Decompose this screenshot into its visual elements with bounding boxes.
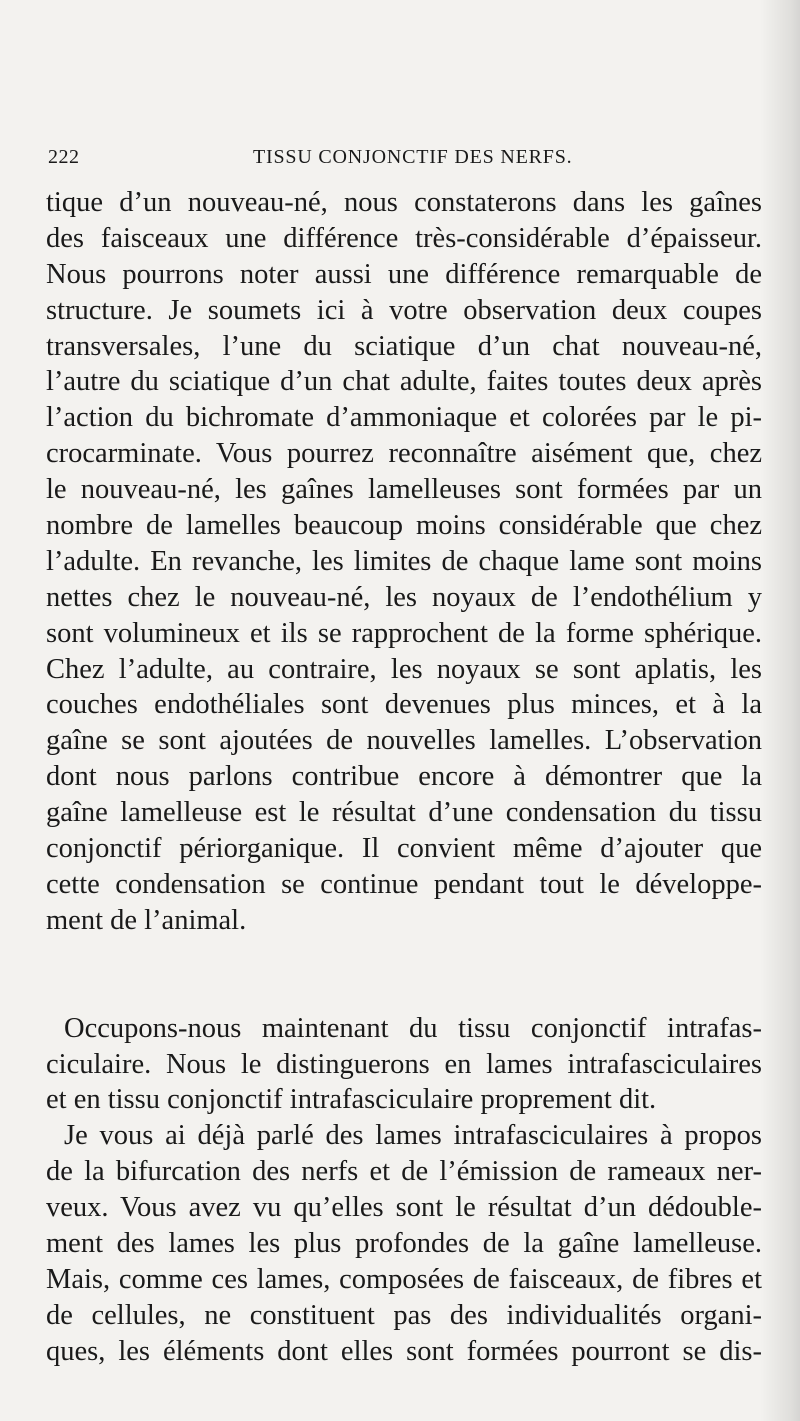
- text-line: l’adulte. En revanche, les limites de chaque lame sont moins: [46, 545, 762, 577]
- running-title: TISSU CONJONCTIF DES NERFS.: [253, 146, 573, 168]
- text-line: l’action du bichromate d’ammoniaque et colorées par le pi-: [46, 402, 762, 434]
- paragraph-1: [46, 185, 762, 939]
- text-line: structure. Je soumets ici à votre observation deux coupes: [46, 294, 762, 326]
- text-line: ciculaire. Nous le distinguerons en lames intrafasciculaires: [46, 1048, 762, 1080]
- text-line: sont volumineux et ils se rapprochent de la forme sphérique.: [46, 617, 762, 649]
- text-line: nombre de lamelles beaucoup moins considérable que chez: [46, 510, 762, 542]
- text-line: de cellules, ne constituent pas des individualités organi-: [46, 1299, 762, 1331]
- paragraph-spacer: [46, 939, 762, 1011]
- text-line: des faisceaux une différence très-considérable d’épaisseur.: [46, 222, 762, 254]
- text-line: ment des lames les plus profondes de la gaîne lamelleuse.: [46, 1228, 762, 1260]
- text-line: de la bifurcation des nerfs et de l’émission de rameaux ner-: [46, 1156, 762, 1188]
- text-line: nettes chez le nouveau-né, les noyaux de l’endothélium y: [46, 581, 762, 613]
- text-line: Nous pourrons noter aussi une différence remarquable de: [46, 258, 762, 290]
- text-line: conjonctif périorganique. Il convient même d’ajouter que: [46, 833, 762, 865]
- text-line: gaîne se sont ajoutées de nouvelles lamelles. L’observation: [46, 725, 762, 757]
- running-head: [48, 146, 762, 174]
- body-text: [46, 185, 762, 1370]
- text-line: cette condensation se continue pendant tout le développe-: [46, 868, 762, 900]
- text-line: dont nous parlons contribue encore à démontrer que la: [46, 761, 762, 793]
- text-line: gaîne lamelleuse est le résultat d’une condensation du tissu: [46, 797, 762, 829]
- paragraph-3: [46, 1118, 762, 1369]
- text-line: Je vous ai déjà parlé des lames intrafasciculaires à propos: [64, 1120, 762, 1152]
- text-line: crocarminate. Vous pourrez reconnaître aisément que, chez: [46, 438, 762, 470]
- text-line: Chez l’adulte, au contraire, les noyaux se sont aplatis, les: [46, 653, 762, 685]
- paragraph-2: [46, 1011, 762, 1119]
- text-line: transversales, l’une du sciatique d’un chat nouveau-né,: [46, 330, 762, 362]
- page-number: 222: [48, 146, 80, 168]
- text-line: Mais, comme ces lames, composées de faisceaux, de fibres et: [46, 1263, 762, 1295]
- text-line: ques, les éléments dont elles sont formées pourront se dis-: [46, 1335, 762, 1367]
- text-line: le nouveau-né, les gaînes lamelleuses sont formées par un: [46, 474, 762, 506]
- text-line: Occupons-nous maintenant du tissu conjonctif intrafas-: [64, 1012, 762, 1044]
- text-line: ment de l’animal.: [46, 904, 247, 936]
- text-line: l’autre du sciatique d’un chat adulte, faites toutes deux après: [46, 366, 762, 398]
- text-line: veux. Vous avez vu qu’elles sont le résultat d’un dédouble-: [46, 1192, 762, 1224]
- text-line: couches endothéliales sont devenues plus minces, et à la: [46, 689, 762, 721]
- text-line: et en tissu conjonctif intrafasciculaire proprement dit.: [46, 1084, 657, 1116]
- text-line: tique d’un nouveau-né, nous constaterons dans les gaînes: [46, 187, 762, 218]
